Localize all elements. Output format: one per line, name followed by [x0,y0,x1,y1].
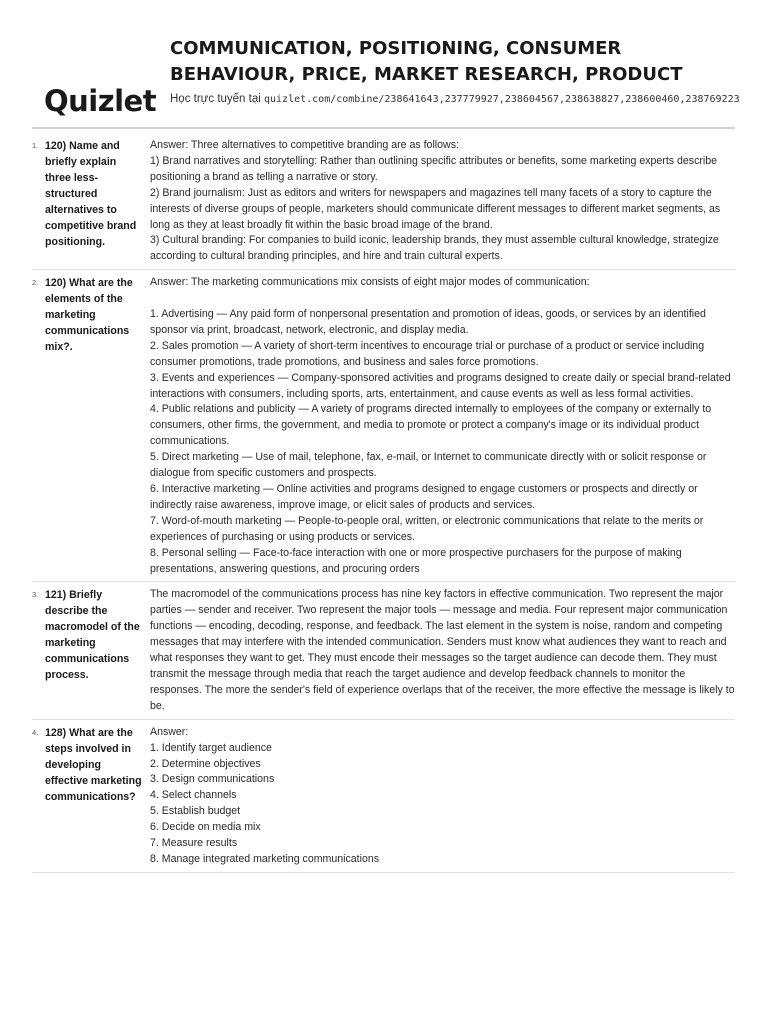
flashcard-list [32,133,735,873]
definition-line: 3) Cultural branding: For companies to build iconic, leadership brands, they must assemble cultural knowledge, strategize according to cultural branding principles, and hire and train cultural experts. [150,234,719,263]
definition-line: Answer: The marketing communications mix consists of eight major modes of communication: [150,276,590,289]
definition-line: 5. Direct marketing — Use of mail, telephone, fax, e-mail, or Internet to communicate directly with or solicit response or dialogue from specific customers and prospects. [150,451,707,480]
card-definition [143,275,735,577]
definition-line: The macromodel of the communications process has nine key factors in effective communication. Two represent the major parties — sender and receiver. Two represent the major tools — message and media. Four represent major communication functions — encoding, decoding, response, and feedback. The last element in the system is noise, random and competing messages that may interfere with the intended communication. Senders must know what audiences they want to reach and what responses they want to get. They must encode their messages so the target audience can decode them. They must transmit the message through media that reach the target audience and develop feedback channels to monitor the responses. The more the sender's field of experience overlaps that of the receiver, the more effective the message is likely to be. [150,588,735,712]
card-definition [143,587,735,714]
card-number: 3. [32,590,39,600]
definition-line: 4. Public relations and publicity — A variety of programs directed internally to employees of the company or externally to consumers, other firms, the government, and media to promote or protect a company's image or its individual product communications. [150,403,712,448]
definition-line: 2. Sales promotion — A variety of short-term incentives to encourage trial or purchase of a product or service including consumer promotions, trade promotions, and business and sales force promotions. [150,339,705,368]
card-term: 128) What are the steps involved in developing effective marketing communications? [45,726,142,803]
card-term: 121) Briefly describe the macromodel of the marketing communications process. [45,589,140,682]
page-subtitle [170,91,745,108]
card-term: 120) Name and briefly explain three less-structured alternatives to competitive brand positioning. [45,140,137,248]
definition-line: 1. Identify target audience [150,741,272,754]
flashcard-row [32,582,735,719]
subtitle-prefix: Học trực tuyến tại [170,93,261,105]
card-definition [143,138,735,265]
definition-line: 6. Interactive marketing — Online activities and programs designed to engage customers or prospects and directly or indirectly raise awareness, improve image, or elicit sales of products and services. [150,483,698,511]
page-title: COMMUNICATION, POSITIONING, CONSUMER BEHAVIOUR, PRICE, MARKET RESEARCH, PRODUCT [170,38,683,85]
card-number: 2. [32,278,39,288]
definition-line: Answer: Three alternatives to competitive branding are as follows: [150,139,459,151]
card-term: 120) What are the elements of the marketing communications mix?. [45,277,133,354]
definition-line: 7. Measure results [150,837,238,850]
definition-line: 5. Establish budget [150,805,241,818]
definition-line: 4. Select channels [150,789,237,802]
flashcard-row [32,133,735,270]
definition-line: 2) Brand journalism: Just as editors and writers for newspapers and magazines tell many facets of a story to capture the interests of diverse groups of people, marketers should communicate different messages to different market segments, as long as they at least broadly fit within the basic broad image of the brand. [150,186,721,231]
card-definition [143,725,735,868]
card-number: 4. [32,727,39,737]
definition-line: 7. Word-of-mouth marketing — People-to-people oral, written, or electronic communications that relate to the merits or experiences of purchasing or using products or services. [150,514,704,543]
combine-url-link[interactable]: quizlet.com/combine/238641643,237779927,238604567,238638827,238600460,238769223 [264,94,740,105]
definition-line: 6. Decide on media mix [150,821,261,834]
definition-line: 1) Brand narratives and storytelling: Rather than outlining specific attributes or benefits, some marketing experts describe positioning a brand as telling a narrative or story. [150,154,718,183]
definition-line: 3. Events and experiences — Company-sponsored activities and programs designed to create daily or special brand-related interactions with consumers, including sports, arts, entertainment, and cause events as well as less formal activities. [150,371,731,400]
quizlet-logo[interactable]: Quizlet [44,84,157,118]
definition-line: 8. Manage integrated marketing communications [150,852,380,865]
definition-line: 1. Advertising — Any paid form of nonpersonal presentation and promotion of ideas, goods, or services by an identified sponsor via print, broadcast, network, electronic, and display media. [150,308,706,336]
definition-line [150,291,735,307]
card-number: 1. [32,141,39,150]
definition-line: 8. Personal selling — Face-to-face interaction with one or more prospective purchasers for the purpose of making presentations, answering questions, and procuring orders [150,546,682,575]
definition-line: 3. Design communications [150,773,275,786]
header-divider [32,127,735,129]
flashcard-row [32,270,735,582]
definition-line: 2. Determine objectives [150,757,261,770]
flashcard-row [32,720,735,873]
definition-line: Answer: [150,725,189,738]
